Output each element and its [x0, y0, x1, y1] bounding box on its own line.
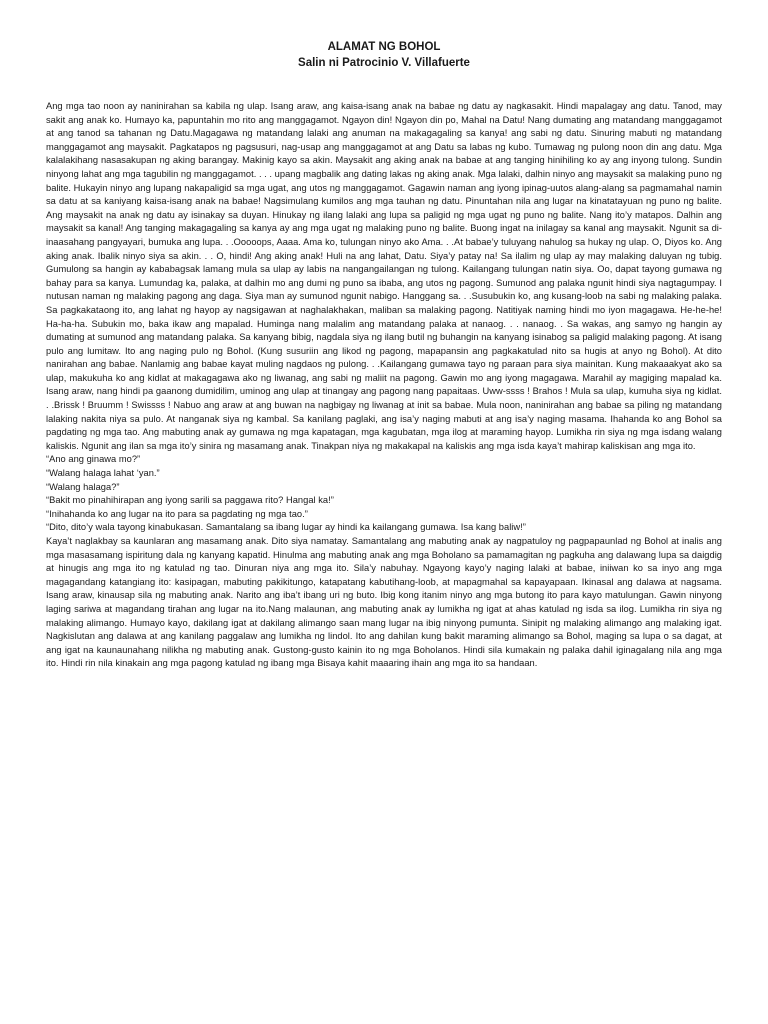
dialogue-line: “Inihahanda ko ang lugar na ito para sa pagdating ng mga tao.”	[46, 508, 308, 519]
dialogue-line: “Bakit mo pinahihirapan ang iyong sarili sa paggawa rito? Hangal ka!”	[46, 495, 334, 506]
document-body	[46, 100, 722, 671]
dialogue-line: “Walang halaga lahat ‘yan.”	[46, 468, 160, 479]
document-subtitle: Salin ni Patrocinio V. Villafuerte	[298, 57, 470, 69]
dialogue-line: “Ano ang ginawa mo?”	[46, 454, 141, 465]
body-paragraph: Kaya’t naglakbay sa kaunlaran ang masamang anak. Dito siya namatay. Samantalang ang mabuting anak ay nagpatuloy ng pagpapaunlad ng Bohol at inalis ang mga masasamang ispiritung dala ng kanyang kapatid. Hinulma ang mabuting anak ang mga Boholano sa pamamagitan ng pagkuha ang dalawang lupa sa daigdig at hinugis ang mga ito ng katulad ng tao. Dinuran niya ang mga ito. Sila’y nabuhay. Ngayong kayo’y naging lalaki at babae, iniiwan ko sa inyo ang mga magagandang katangiang ito: kasipagan, mabuting pakikitungo, katapatang kabutihang-loob, at mapagmahal sa kapayapaan. Ikinasal ang dalawa at nagsama. Isang araw, kinausap sila ng mabuting anak. Narito ang iba’t ibang uri ng buto. Ibig kong itanim ninyo ang mga butong ito para kayo matulungan. Gawin ninyong laging sariwa at magandang tirahan ang lugar na ito.Nang malaunan, ang mabuting anak ay lumikha ng igat at ahas katulad ng isda sa ilog. Lumikha rin siya ng malaking alimango. Humayo kayo, dakilang igat at dakilang alimango saan mang lugar na ibig ninyong pumunta. Sinipit ng malaking alimango ang malaking igat. Nagkislutan ang dalawa at ang kanilang paggalaw ang lumikha ng lindol. Ito ang dahilan kung bakit maraming alimango sa Bohol, maging sa lupa o sa dagat, at ang igat na kaunaunahang nilikha ng mabuting anak. Gustong-gusto kainin ito ng mga Boholanos. Hindi sila kumakain ng palaka dahil iginagalang nila ang mga ito. Hindi rin nila kinakain ang mga pagong katulad ng ibang mga Bisaya kahit maaaring ihain ang mga ito sa handaan.	[46, 536, 722, 669]
body-paragraph: Ang mga tao noon ay naninirahan sa kabila ng ulap. Isang araw, ang kaisa-isang anak na babae ng datu ay nagkasakit. Hindi mapalagay ang datu. Tanod, may sakit ang anak ko. Humayo ka, papuntahin mo rito ang manggagamot. Ngayon din! Ngayon din po, Mahal na Datu! Nang dumating ang matandang manggagamot at ang tanod sa tahanan ng Datu.Magagawa ng matandang lalaki ang anuman na makagagaling sa kanya! ang sabi ng datu. Sinuring mabuti ng matandang manggagamot ang maysakit. Pagkatapos ng pagsusuri, nag-usap ang manggagamot at ang Datu sa labas ng kubo. Tumawag ng pulong noon din ang datu. Mga kalalakihang nasasakupan ng aking barangay. Makinig kayo sa akin. Maysakit ang aking anak na babae at ang tanging hinihiling ko ay ang inyong tulong. Sundin ninyong lahat ang mga tagubilin ng manggagamot. . . . upang magbalik ang dating lakas ng aking anak. Mga lalaki, dalhin ninyo ang maysakit sa malaking puno ng balite. Hukayin ninyo ang lupang nakapaligid sa mga ugat, ang utos ng manggagamot. Gagawin naman ang iyong ipinag-uutos alang-alang sa pagmamahal namin sa datu at sa kaniyang kaisa-isang anak na babae! Nagsimulang kumilos ang mga tauhan ng datu. Pinuntahan nila ang lugar na kinatatayuan ng puno ng balite. Ang maysakit na anak ng datu ay isinakay sa duyan. Hinukay ng ilang lalaki ang lupa sa paligid ng mga ugat ng puno ng balite. Nang ito’y matapos. Dalhin ang maysakit sa kanal! Ang tanging makagagaling sa kanya ay ang mga ugat ng malaking puno ng balite. Buong ingat na inilagay sa kanal ang maysakit. Ngunit sa di-inaasahang pangyayari, bumuka ang lupa. . .Ooooops, Aaaa. Ama ko, tulungan ninyo ako Ama. . .At babae’y tuluyang nahulog sa hukay ng ulap. O, Diyos ko. Ang aking anak. Ibalik ninyo siya sa akin. . . O, hindi! Ang aking anak! Huli na ang lahat, Datu. Siya’y patay na! Sa ilalim ng ulap ay may malaking daluyan ng tubig. Gumulong sa hangin ay kababagsak lamang mula sa ulap ay labis na nangangailangan ng tulong. Kailangang tulungan natin siya. Oo, dapat tayong gumawa ng bahay para sa kanya. Lumundag ka, palaka, at dalhin mo ang dumi ng puno sa ibaba, ang utos ng pagong. Sumunod ang palaka ngunit hindi siya nagtagumpay. I nutusan naman ng malaking pagong ang daga. Siya man ay sumunod ngunit nabigo. Hanggang sa. . .Susubukin ko, ang kusang-loob na sabi ng malaking palaka. Sa pagkakataong ito, ang lahat ng hayop ay nagsigawan at naghalakhakan, maliban sa malaking pagong. Natitiyak naming hindi mo iyon magagawa. He-he-he! Ha-ha-ha. Subukin mo, baka ikaw ang mapalad. Huminga nang malalim ang matandang palaka at nanaog. . . nanaog. . Sa wakas, ang samyo ng hangin ay dumating at sumunod ang matandang palaka. Sa kanyang bibig, nagdala siya ng ilang butil ng buhangin na kanyang isinabog sa paligid malaking pagong. At isang pulo ang lumitaw. Ito ang naging pulo ng Bohol. (Kung susuriin ang likod ng pagong, mapapansin ang pagkakatulad nito sa hugis at anyo ng Bohol). At dito nanirahan ang babae. Nanlamig ang babae kayat muling nagdaos ng pulong. . .Kailangang gumawa tayo ng paraan para siya mainitan. Kung makaaakyat ako sa ulap, makukuha ko ang kidlat at makagagawa ako ng liwanag, ang sabi ng maliit na pagong. Gawin mo ang iyong magagawa. Marahil ay magiging mapalad ka. Isang araw, nang hindi pa gaanong dumidilim, uminog ang ulap at tinangay ang pagong nang papaitaas. Uww-ssss ! Brahos ! Mula sa ulap, kumuha siya ng kidlat. . .Brissk ! Bruumm ! Swissss ! Nabuo ang araw at ang buwan na nagbigay ng liwanag at init sa babae. Mula noon, naninirahan ang babae sa piling ng matandang lalaking nakita niya sa pulo. At nanganak siya ng kambal. Sa kanilang paglaki, ang isa’y naging mabuti at ang isa’y naging masama. Ihahanda ko ang Bohol sa pagdating ng mga tao. Ang mabuting anak ay gumawa ng mga kapatagan, mga kagubatan, mga ilog at maraming hayop. Lumikha rin siya ng mga isdang walang kaliskis. Ngunit ang ilan sa mga ito’y sinira ng masamang anak. Tinakpan niya ng makakapal na kaliskis ang mga isda kaya’t mahirap kaliskisan ang mga ito.	[46, 101, 722, 451]
document-title: ALAMAT NG BOHOL	[327, 41, 441, 53]
document-page	[46, 40, 722, 671]
dialogue-line: “Dito, dito’y wala tayong kinabukasan. Samantalang sa ibang lugar ay hindi ka kailangang gumawa. Isa kang baliw!”	[46, 522, 526, 533]
dialogue-line: “Walang halaga?”	[46, 481, 120, 492]
